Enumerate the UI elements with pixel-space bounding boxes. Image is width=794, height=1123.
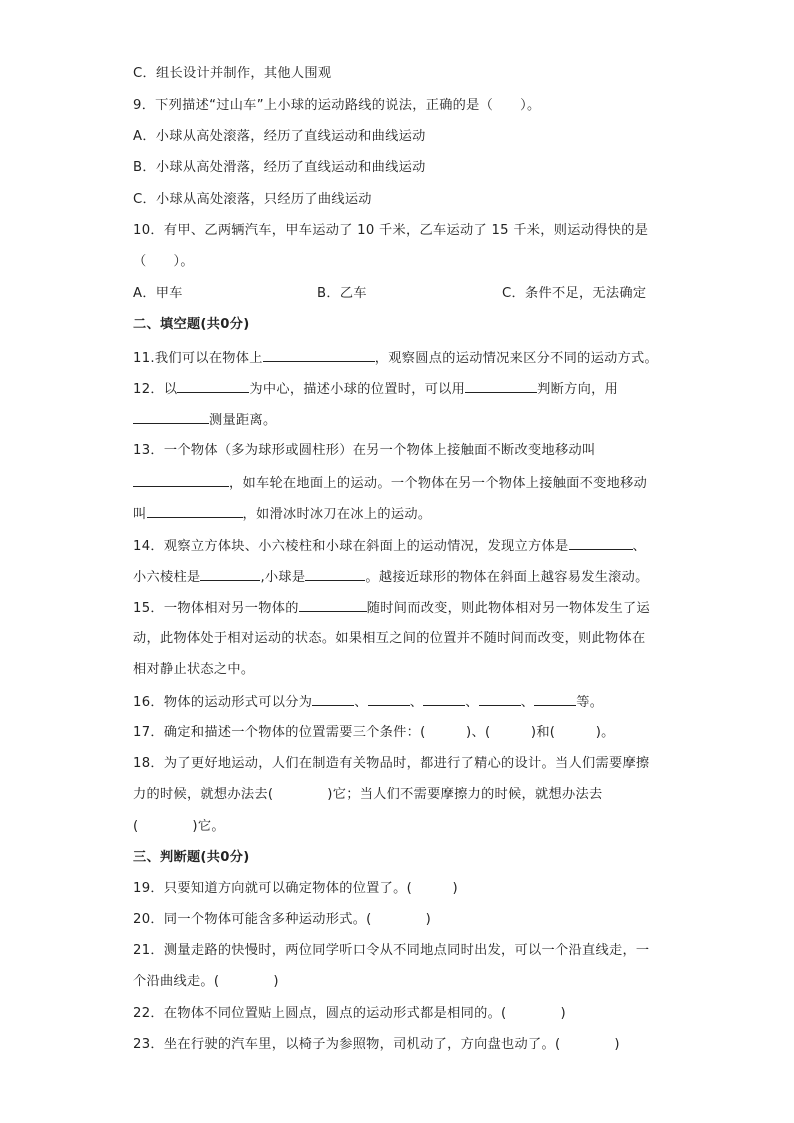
q15-text-b: 随时间而改变，则此物体相对另一物体发生了运 (366, 601, 650, 616)
q18-line2: 力的时候，就想办法去( )它；当人们不需要摩擦力的时候，就想办法去 (133, 787, 603, 802)
q12-line1 (133, 378, 618, 400)
answer-blank[interactable] (147, 503, 243, 518)
q15-line1 (133, 597, 650, 619)
answer-blank[interactable] (465, 378, 537, 393)
q17: 17．确定和描述一个物体的位置需要三个条件：( )、( )和( )。 (133, 725, 615, 740)
section-2-title: 二、填空题(共0分) (133, 317, 250, 332)
q9-stem: 9．下列描述“过山车”上小球的运动路线的说法，正确的是（ ）。 (133, 98, 541, 113)
q8-option-c: C．组长设计并制作，其他人围观 (133, 66, 332, 81)
answer-blank[interactable] (479, 691, 521, 706)
q15-line3: 相对静止状态之中。 (133, 662, 255, 677)
q21-line1: 21．测量走路的快慢时，两位同学听口令从不同地点同时出发，可以一个沿直线走，一 (133, 943, 650, 958)
q16 (133, 691, 603, 713)
q14-text-e: 。越接近球形的物体在斜面上越容易发生滚动。 (365, 570, 649, 585)
q15-text-a: 15．一物体相对另一物体的 (133, 601, 299, 616)
answer-blank[interactable] (368, 691, 410, 706)
q19: 19．只要知道方向就可以确定物体的位置了。( ) (133, 881, 458, 896)
q16-text-end: 等。 (576, 695, 604, 710)
q13-text-b: ，如车轮在地面上的运动。一个物体在另一个物体上接触面不变地移动 (229, 476, 648, 491)
answer-blank[interactable] (263, 347, 375, 362)
q21-line2: 个沿曲线走。( ) (133, 974, 279, 989)
q12-text-b: 为中心，描述小球的位置时，可以用 (249, 382, 466, 397)
q20: 20．同一个物体可能含多种运动形式。( ) (133, 912, 432, 927)
q14-text-a: 14．观察立方体块、小六棱柱和小球在斜面上的运动情况，发现立方体是 (133, 539, 569, 554)
q14-text-b: 、 (632, 539, 646, 554)
answer-blank[interactable] (299, 597, 367, 612)
q10-option-b: B．乙车 (317, 286, 367, 301)
q9-option-a: A．小球从高处滚落，经历了直线运动和曲线运动 (133, 129, 426, 144)
q9-option-b: B．小球从高处滑落，经历了直线运动和曲线运动 (133, 160, 426, 175)
answer-blank[interactable] (534, 691, 576, 706)
q12-text-a: 12．以 (133, 382, 178, 397)
answer-blank[interactable] (133, 472, 229, 487)
q13-text-d: ，如滑冰时冰刀在冰上的运动。 (242, 507, 432, 522)
q10-stem: 10．有甲、乙两辆汽车，甲车运动了 10 千米，乙车运动了 15 千米，则运动得快的是 (133, 223, 649, 238)
q12-line2 (133, 409, 276, 431)
separator: 、 (354, 695, 368, 710)
answer-blank[interactable] (569, 535, 633, 550)
answer-blank[interactable] (423, 691, 465, 706)
answer-blank[interactable] (133, 409, 209, 424)
q13-line1: 13．一个物体（多为球形或圆柱形）在另一个物体上接触面不断改变地移动叫 (133, 443, 596, 458)
q11-text-b: ，观察圆点的运动情况来区分不同的运动方式。 (374, 351, 659, 366)
separator: 、 (465, 695, 479, 710)
answer-blank[interactable] (312, 691, 354, 706)
q14-text-d: ,小球是 (260, 570, 306, 585)
q10-option-a: A．甲车 (133, 286, 183, 301)
answer-blank[interactable] (177, 378, 249, 393)
q14-line2 (133, 566, 649, 588)
q22: 22．在物体不同位置贴上圆点，圆点的运动形式都是相同的。( ) (133, 1006, 566, 1021)
q13-line2 (133, 472, 647, 494)
answer-blank[interactable] (200, 566, 260, 581)
separator: 、 (520, 695, 535, 710)
q12-text-d: 测量距离。 (209, 413, 277, 428)
q11-text-a: 11.我们可以在物体上 (133, 351, 263, 366)
q12-text-c: 判断方向，用 (537, 382, 619, 397)
q18-line1: 18．为了更好地运动，人们在制造有关物品时，都进行了精心的设计。当人们需要摩擦 (133, 756, 650, 771)
q15-line2: 动，此物体处于相对运动的状态。如果相互之间的位置并不随时间而改变，则此物体在 (133, 631, 646, 646)
q18-line3: ( )它。 (133, 819, 225, 834)
section-3-title: 三、判断题(共0分) (133, 850, 250, 865)
answer-blank[interactable] (305, 566, 365, 581)
q9-option-c: C．小球从高处滚落，只经历了曲线运动 (133, 192, 372, 207)
q10-option-c: C．条件不足，无法确定 (502, 286, 647, 301)
q10-paren: （ ）。 (133, 254, 194, 269)
q11 (133, 347, 658, 369)
q14-line1 (133, 535, 646, 557)
q13-text-c: 叫 (133, 507, 147, 522)
q16-text-a: 16．物体的运动形式可以分为 (133, 695, 313, 710)
q23: 23．坐在行驶的汽车里，以椅子为参照物，司机动了，方向盘也动了。( ) (133, 1037, 620, 1052)
q14-text-c: 小六棱柱是 (133, 570, 201, 585)
q13-line3 (133, 503, 431, 525)
separator: 、 (409, 695, 424, 710)
